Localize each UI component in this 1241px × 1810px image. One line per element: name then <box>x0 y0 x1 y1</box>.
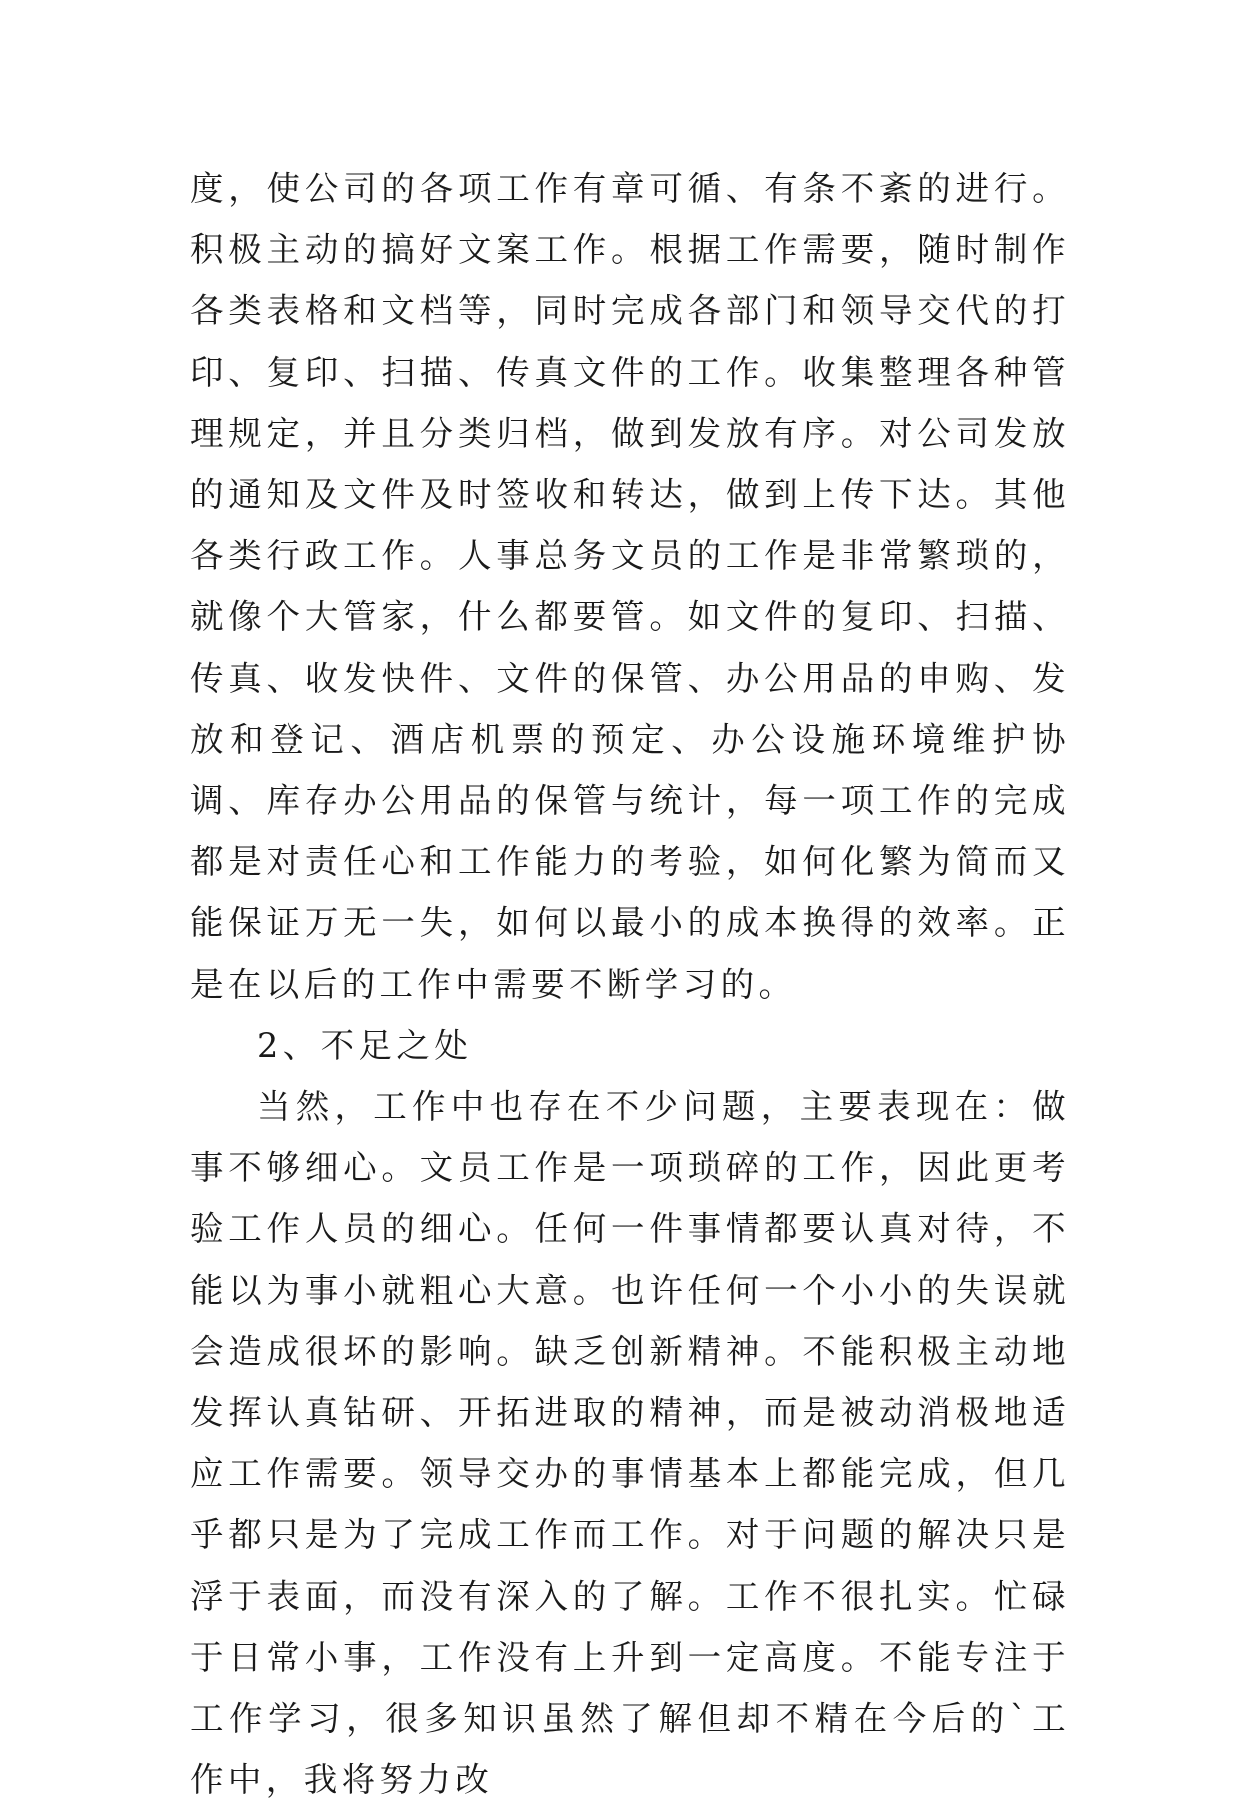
paragraph-work-duties: 度，使公司的各项工作有章可循、有条不紊的进行。积极主动的搞好文案工作。根据工作需要，随时制作各类表格和文档等，同时完成各部门和领导交代的打印、复印、扫描、传真文件的工作。收集整理各种管理规定，并且分类归档，做到发放有序。对公司发放的通知及文件及时签收和转达，做到上传下达。其他各类行政工作。人事总务文员的工作是非常繁琐的，就像个大管家，什么都要管。如文件的复印、扫描、传真、收发快件、文件的保管、办公用品的申购、发放和登记、酒店机票的预定、办公设施环境维护协调、库存办公用品的保管与统计，每一项工作的完成都是对责任心和工作能力的考验，如何化繁为简而又能保证万无一失，如何以最小的成本换得的效率。正是在以后的工作中需要不断学习的。 <box>190 169 1070 1004</box>
section-heading-shortcomings: 2、不足之处 <box>257 1025 473 1065</box>
paragraph-shortcomings: 当然，工作中也存在不少问题，主要表现在：做事不够细心。文员工作是一项琐碎的工作，因此更考验工作人员的细心。任何一件事情都要认真对待，不能以为事小就粗心大意。也许任何一个小小的失误就会造成很坏的影响。缺乏创新精神。不能积极主动地发挥认真钻研、开拓进取的精神，而是被动消极地适应工作需要。领导交办的事情基本上都能完成，但几乎都只是为了完成工作而工作。对于问题的解决只是浮于表面，而没有深入的了解。工作不很扎实。忙碌于日常小事，工作没有上升到一定高度。不能专注于工作学习，很多知识虽然了解但却不精在今后的`工作中，我将努力改 <box>190 1087 1070 1800</box>
document-body <box>190 158 1070 1810</box>
